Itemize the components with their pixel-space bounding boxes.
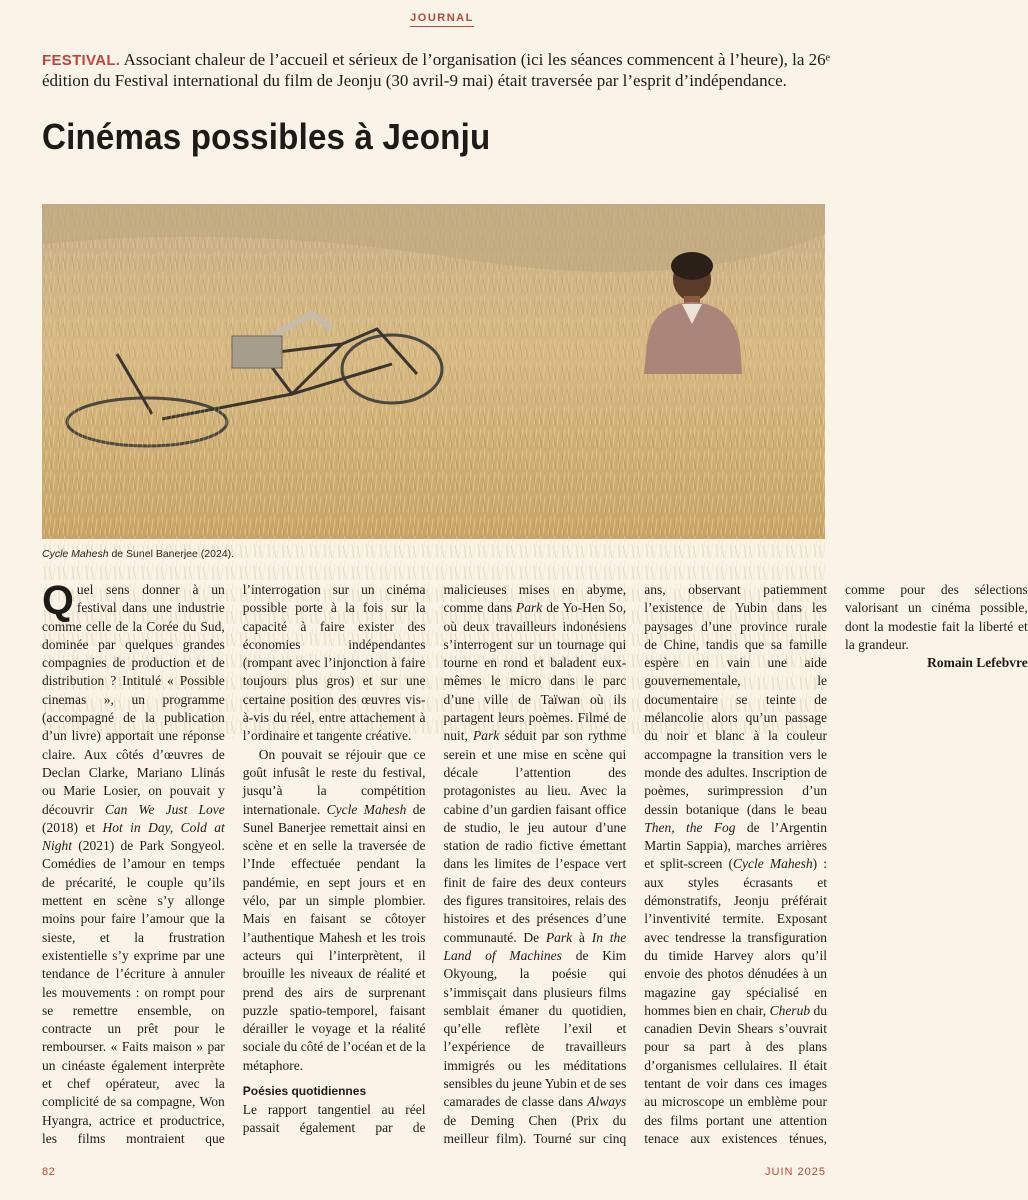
body-text: séduit par son rythme serein et une mise en scène qui décale l’attention des protagonistes au lieu. Avec la cabine d’un gardien faisant office de studio, le jeu autour d’une station de radio fictive émettant dans les limites de l’espace vert finit de faire des deux conteurs des figures transitoires, relais des histoires et des présences d’une communauté. De bbox=[443, 728, 627, 945]
lead-text: Associant chaleur de l’accueil et sérieux de l’organisation (ici les séances commencent à l’heure), la 26ᵉ édition du Festival international du film de Jeonju (30 avril-9 mai) était traversée par l’esprit d’indépendance. bbox=[42, 50, 830, 90]
body-text: ) : aux styles écrasants et démonstratifs, Jeonju préférait l’inventivité termite. Exposant avec tendresse la transfiguration du timide Harvey alors qu’il envoie des photos dénudées à un magazine gay spécialisé en hommes bien en chair, bbox=[644, 856, 827, 1018]
body-text: de Deming Chen (Prix du meilleur film). Tourné sur cinq ans, observant patiemment l’existence de Yubin dans les paysages d’une province rurale de Chine, tandis que sa famille espère en vain une aide gouvernementale, le documentaire se teinte de mélancolie alors qu’un passage du noir et blanc à la couleur accompagne la transition vers le monde des adultes. Inscription de poèmes, surimpression d’un dessin botanique (dans le beau bbox=[443, 582, 827, 1146]
photo-caption bbox=[42, 548, 234, 560]
film-title: Cycle Mahesh bbox=[733, 856, 813, 872]
author-signature: Romain Lefebvre bbox=[927, 655, 1028, 671]
film-title: Always bbox=[587, 1094, 627, 1110]
body-text: Le rapport tangentiel au réel passait également par de malicieuses mises en abyme, comme dans bbox=[242, 582, 627, 1136]
section-label bbox=[0, 12, 884, 24]
article-title: Cinémas possibles à Jeonju bbox=[42, 116, 491, 157]
section-label-text: JOURNAL bbox=[410, 12, 474, 27]
film-title: Cherub bbox=[769, 1002, 811, 1018]
body-text: de Sunel Banerjee remettait ainsi en scène et en selle la traversée de l’Inde effectuée pendant la pandémie, en sept jours et en vélo, par un simple plombier. Mais en faisant se côtoyer l’authentique Mahesh et les trois acteurs qui l’interprètent, il brouille les niveaux de réalité et prend des airs de surprenant puzzle spatio-temporel, faisant dérailler le voyage et la réalité sociale du côté de l’océan et de la métaphore. bbox=[242, 801, 426, 1073]
issue-date: JUIN 2025 bbox=[765, 1166, 826, 1178]
lead-kicker: FESTIVAL. bbox=[42, 52, 121, 69]
page-number: 82 bbox=[42, 1166, 56, 1178]
film-title: Park bbox=[545, 929, 573, 945]
body-paragraph-2 bbox=[243, 746, 426, 1075]
body-text: On pouvait se réjouir que ce goût infusât le reste du festival, jusqu’à la compétition internationale. bbox=[242, 746, 426, 817]
article-body bbox=[42, 577, 1028, 1151]
film-title: Can We Just Love bbox=[104, 801, 225, 817]
body-text: à bbox=[572, 929, 592, 945]
photo-illustration bbox=[42, 204, 825, 539]
body-text: de Kim Okyoung, la poésie qui s’immisçait dans plusieurs films semblait émaner du quotidien, qu’elle reflète l’exil et l’expérience de travailleurs immigrés ou les méditations sensibles du jeune Yubin et de ses camarades de classe dans bbox=[443, 947, 627, 1110]
caption-credit: de Sunel Banerjee (2024). bbox=[108, 548, 235, 560]
drop-cap: Q bbox=[42, 577, 74, 623]
body-text: de Yo-Hen So, où deux travailleurs indonésiens s’interrogent sur un tournage qui tourne en rond et baladent eux-mêmes le micro dans le parc d’une ville de Taïwan où ils partagent leurs poèmes. Filmé de nuit, bbox=[443, 600, 627, 744]
caption-film-title: Cycle Mahesh bbox=[42, 548, 109, 560]
body-text: de l’Argentin Martin Sappia), marches arrières et split-screen ( bbox=[644, 819, 827, 872]
body-text: uel sens donner à un festival dans une industrie comme celle de la Corée du Sud, dominée par quelques grandes compagnies de production et de distribution ? Intitulé « Possible cinemas », un programme (accompagné de la publication d’un livre) apportait une réponse claire. Aux côtés d’œuvres de Declan Clarke, Mariano Llinás ou Marie Losier, on pouvait y découvrir bbox=[42, 582, 225, 817]
film-title: Hot in Day, Cold at Night bbox=[42, 819, 225, 854]
body-text: (2018) et bbox=[42, 819, 103, 835]
article-photo bbox=[42, 204, 825, 539]
film-title: Park bbox=[515, 600, 543, 616]
body-text: (2021) de Park Songyeol. Comédies de l’amour en temps de précarité, le couple qu’ils mettent en scène s’y allonge moins pour faire l’amour que la sieste, et la frustration existentielle s’y exprime par une tendance de l’écriture à annuler les mouvements : on rompt pour se remettre ensemble, on contracte un prêt pour le rembourser. « Faits maison » par un cinéaste également interprète et chef opérateur, avec la complicité de sa compagne, Won Hyangra, actrice et productrice, les films montraient que l’interrogation sur un cinéma possible porte à la fois sur la capacité à faire exister des économies indépendantes (rompant avec l’injonction à faire toujours plus gros) et sur une certaine position des œuvres vis-à-vis du réel, entre attachement à l’ordinaire et tangente créative. bbox=[42, 582, 426, 1146]
body-text: du canadien Devin Shears s’ouvrait pour sa part à des plans d’organismes cellulaires. Il était tentant de voir dans ces images au microscope un emblème pour des films portant une attention tenace aux existences ténues, comme pour des sélections valorisant un cinéma possible, dont la modestie fait la liberté et la grandeur. bbox=[644, 582, 1028, 1146]
film-title: Then, the Fog bbox=[644, 819, 736, 835]
film-title: Cycle Mahesh bbox=[326, 801, 407, 817]
subheading: Poésies quotidiennes bbox=[242, 1084, 367, 1099]
lead-paragraph bbox=[42, 50, 842, 91]
film-title: Park bbox=[473, 728, 500, 744]
film-title: In the Land of Machines bbox=[443, 929, 627, 963]
